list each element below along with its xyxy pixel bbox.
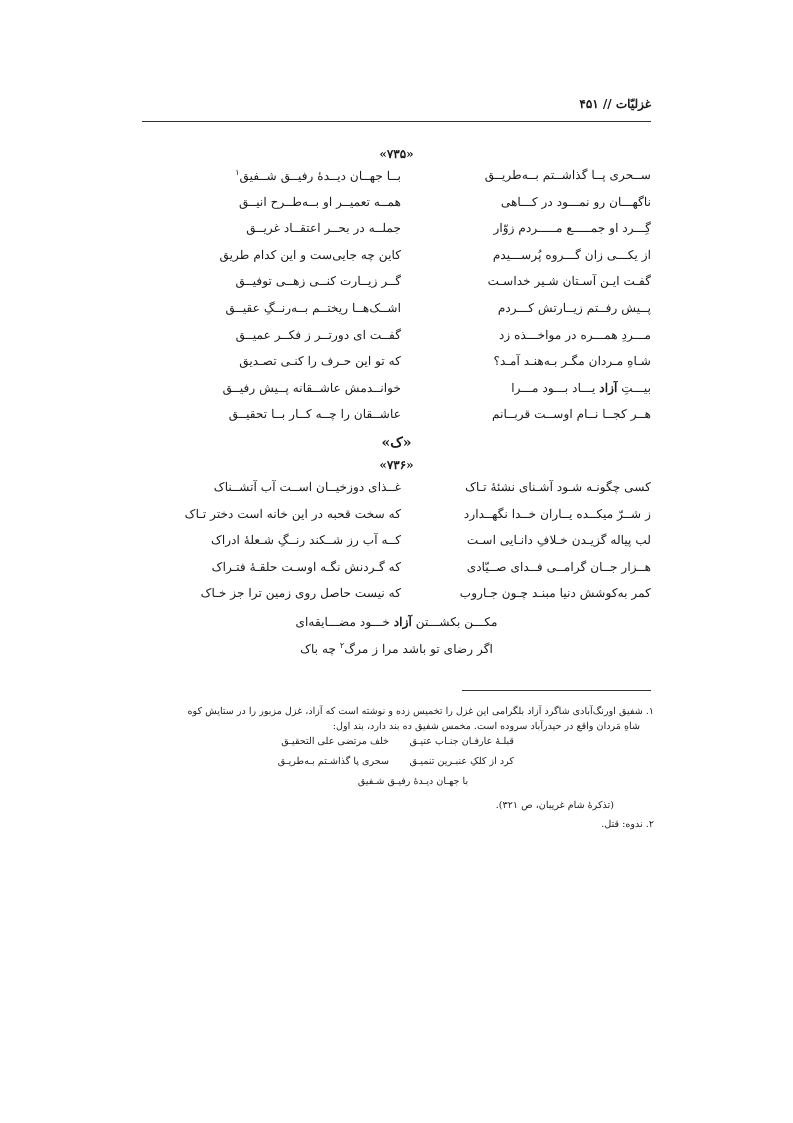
hemistich-first: کمر به‌کوشش دنیا مبنـد چـون جـاروب bbox=[459, 586, 651, 601]
closing-verse-second: اگر رضای تو باشد مرا ز مرگ$^۲$ چه باک bbox=[300, 641, 493, 657]
hemistich-second: گــر زیــارت کنــی زهــی توفیــق bbox=[235, 274, 401, 289]
hemistich-second: گفــت ای دورتــر ز فکــر عمیــق bbox=[235, 327, 401, 342]
footnote-hemistich-first: قبلـهٔ عارفـان جنـاب عتیـق bbox=[409, 736, 514, 747]
hemistich-second: کــه آب رز شــکند رنــگِ شـعلهٔ ادراک bbox=[210, 533, 401, 548]
verse bbox=[142, 533, 651, 560]
verse bbox=[142, 221, 651, 248]
hemistich-second: بــا جهــان دیــدهٔ رفیــق شــفیق$^۱$ bbox=[235, 168, 401, 184]
header-rule bbox=[142, 121, 651, 122]
hemistich-second: غــذای دوزخیــان اســت آب آتشــناک bbox=[213, 480, 401, 494]
hemistich-first: ناگهـــان رو نمـــود در کـــاهی bbox=[500, 194, 651, 209]
verse bbox=[142, 248, 651, 275]
closing-verse-first: مکـــن بکشـــتن آزاد خـــود مضـــایقه‌ای bbox=[295, 615, 498, 629]
section-letter-heading: «ک» bbox=[381, 435, 412, 451]
hemistich-second: که تو این حـرف را کنـی تصـدیق bbox=[239, 354, 401, 369]
verse bbox=[142, 586, 651, 613]
verse bbox=[142, 381, 651, 408]
hemistich-first: کسی چگونـه شـود آشـنای نشئهٔ تـاک bbox=[465, 480, 651, 494]
hemistich-second: که سخت قحبه در این خانه است دختر تـاک bbox=[184, 506, 401, 521]
verse bbox=[142, 354, 651, 381]
verse bbox=[142, 560, 651, 587]
verse bbox=[142, 195, 651, 222]
hemistich-first: گِـــرد او جمـــــع مـــــردم زوّار bbox=[493, 221, 651, 236]
verse bbox=[142, 328, 651, 355]
hemistich-first: پــیش رفــتم زیــارتش کـــردم bbox=[497, 300, 651, 315]
footnote-hemistich-second: خلف مرتضی علی التحقیـق bbox=[281, 736, 389, 747]
verse bbox=[142, 168, 651, 195]
hemistich-second: همــه تعمیــر او بــه‌طــرح انیــق bbox=[238, 194, 401, 209]
footnote-1-source: (تذکرهٔ شام غریبان، ص ۳۲۱). bbox=[495, 800, 614, 811]
hemistich-first: هــزار جــان گرامــی فــدای صــیّادی bbox=[466, 559, 651, 574]
footnote-mark: ۱ bbox=[235, 168, 240, 177]
footnote-1-line-1: ۱. شفیق اورنگ‌آبادی شاگرد آزاد بلگرامی این غزل را تخمیس زده و نوشته است که آزاد، غزل مزبور را در ستایش کوه bbox=[187, 706, 654, 717]
hemistich-second: عاشــقان را چــه کــار بــا تحقیــق bbox=[228, 407, 401, 422]
verse bbox=[142, 301, 651, 328]
hemistich-first: لب پیاله گزیـدن خـلافِ دانـایی اسـت bbox=[466, 533, 651, 548]
footnote-hemistich-first: کرد از کلکِ عنبـرین تنمیـق bbox=[409, 756, 514, 767]
hemistich-first: ســحری پــا گذاشــتم بــه‌طریــق bbox=[484, 168, 651, 182]
ghazal-735-verses bbox=[142, 168, 651, 434]
hemistich-first: هــر کجــا نــام اوســت قربــانم bbox=[492, 407, 651, 422]
verse bbox=[142, 274, 651, 301]
verse bbox=[142, 407, 651, 434]
hemistich-second: جملــه در بحــر اعتقــاد غریــق bbox=[246, 221, 401, 236]
hemistich-first: مـــردِ همـــره در مواخـــذه زد bbox=[498, 327, 651, 342]
running-head: غزلیّات // ۴۵۱ bbox=[579, 97, 651, 111]
verse bbox=[142, 480, 651, 507]
hemistich-first: ز شــرّ میکــده یــاران خــدا نگهــدارد bbox=[463, 506, 651, 521]
footnote-hemistich-second: سحری پا گذاشـتم بـه‌طریـق bbox=[277, 756, 389, 767]
footnote-verse bbox=[142, 734, 654, 754]
footnote-verse-closing: با جهـان دیـدهٔ رفیـق شـفیق bbox=[357, 776, 469, 787]
footnote-mark: ۲ bbox=[339, 641, 345, 650]
hemistich-second: کاین چه جایی‌ست و این کدام طریق bbox=[219, 247, 401, 262]
hemistich-first: شـاهِ مـردان مگـر بـه‌هنـد آمـد؟ bbox=[493, 354, 651, 369]
poet-name: آزاد bbox=[599, 380, 618, 395]
footnote-1-line-2: شاهِ مَردان واقع در حیدرآباد سروده است. مخمس شفیق ده بند دارد، بند اول: bbox=[332, 721, 640, 732]
footnote-verse bbox=[142, 754, 654, 774]
poet-name: آزاد bbox=[393, 615, 412, 629]
verse bbox=[142, 507, 651, 534]
hemistich-first: بیـــتِ آزاد یـــاد بـــود مـــرا bbox=[511, 380, 651, 395]
hemistich-second: که گـردنش نگـه اوسـت حلقـهٔ فتـراک bbox=[211, 559, 401, 574]
footnote-2: ۲. ندوه: قتل. bbox=[601, 819, 654, 830]
ghazal-number-735: «۷۳۵» bbox=[379, 147, 414, 161]
hemistich-first: از یکـــی زان گـــروه پُرســـیدم bbox=[492, 247, 651, 262]
hemistich-second: خوانــدمش عاشــقانه پــیش رفیــق bbox=[222, 380, 401, 395]
ghazal-number-736: «۷۳۶» bbox=[379, 458, 414, 472]
ghazal-736-verses bbox=[142, 480, 651, 613]
hemistich-first: گفـت ایـن آسـتانِ شـیر خداسـت bbox=[487, 274, 651, 289]
hemistich-second: اشــک‌هــا ریختــم بــه‌رنــگِ عقیــق bbox=[225, 300, 401, 315]
footnote-rule bbox=[462, 690, 651, 691]
footnotes bbox=[142, 704, 654, 832]
hemistich-second: که نیست حاصل روی زمین ترا جز خـاک bbox=[200, 586, 401, 601]
